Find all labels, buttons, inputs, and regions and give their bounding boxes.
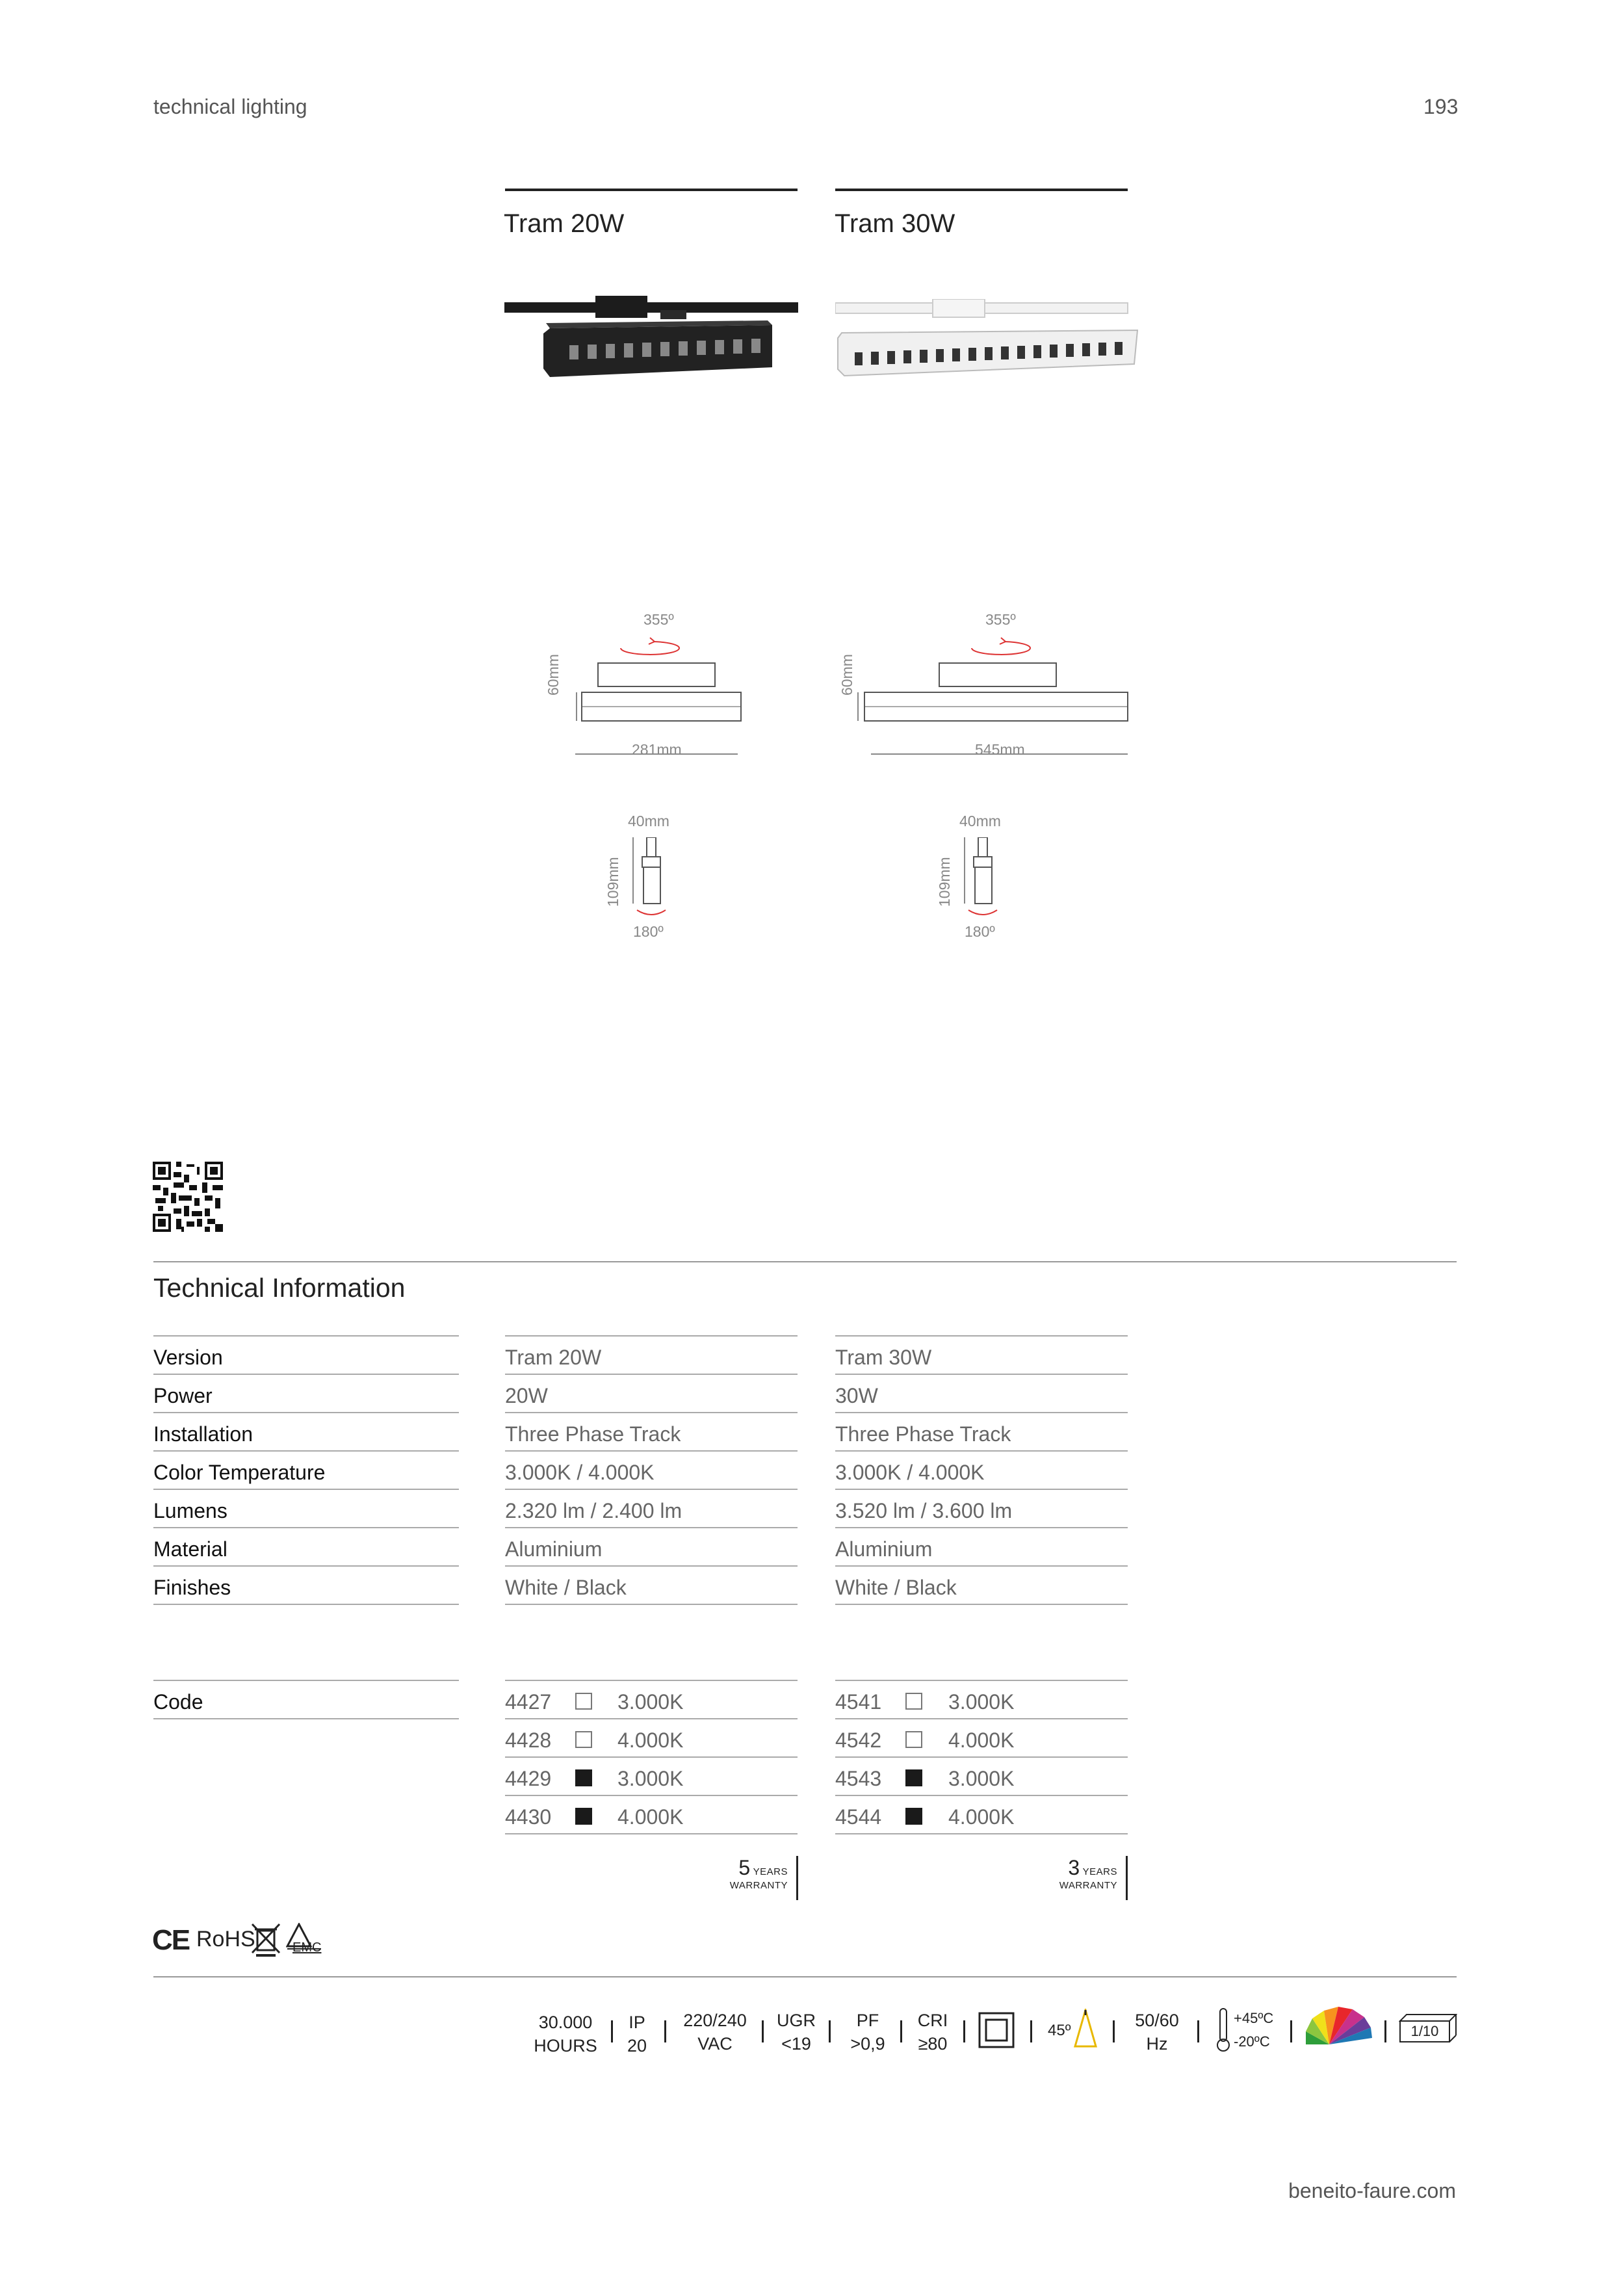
row-value-color-temperature-2: 3.000K / 4.000K: [835, 1461, 985, 1484]
code-item: 4427: [505, 1690, 552, 1714]
spec-ugr: UGR <19: [777, 2011, 816, 2054]
spec-temp-max: +45ºC: [1234, 2010, 1274, 2026]
code-item: 4428: [505, 1729, 552, 1752]
spec-power-factor: PF >0,9: [850, 2011, 885, 2054]
product-image-tram-30w: [835, 299, 1141, 384]
row-label-version: Version: [153, 1346, 223, 1369]
dim-height-2: 60mm: [838, 654, 855, 696]
beam-angle-icon: [1072, 2009, 1098, 2049]
row-label-lumens: Lumens: [153, 1499, 227, 1522]
section-divider-top: [153, 1261, 1457, 1262]
product-image-tram-20w: [504, 296, 799, 387]
row-value-finishes-2: White / Black: [835, 1576, 957, 1599]
footer-website-link[interactable]: beneito-faure.com: [1288, 2179, 1456, 2202]
dim-rotation-bottom-1: 180º: [633, 923, 664, 940]
weee-bin-icon: [251, 1923, 281, 1957]
finish-swatch-black: [575, 1769, 592, 1786]
finish-swatch-white: [905, 1731, 922, 1748]
spec-ip-rating: IP 20: [627, 2013, 647, 2055]
row-label-installation: Installation: [153, 1422, 253, 1446]
row-label-color-temperature: Color Temperature: [153, 1461, 326, 1484]
code-item: 4430: [505, 1805, 552, 1829]
warranty-badge-2: 3 YEARS WARRANTY: [1059, 1856, 1117, 1891]
row-value-lumens-1: 2.320 lm / 2.400 lm: [505, 1499, 682, 1522]
code-temp: 4.000K: [948, 1805, 1015, 1829]
spec-lifetime: 30.000 HOURS: [534, 2013, 597, 2055]
code-temp: 3.000K: [617, 1690, 684, 1714]
dim-length-2: 545mm: [975, 741, 1025, 758]
product-title-2: Tram 30W: [835, 209, 955, 238]
product-rule-2: [835, 189, 1128, 191]
emc-mark-label: EMC: [292, 1940, 322, 1955]
dim-width-2: 40mm: [959, 813, 1001, 829]
code-item: 4543: [835, 1767, 882, 1790]
finish-swatch-black: [575, 1808, 592, 1825]
dimension-drawing-side-1: [624, 837, 682, 925]
row-value-power-1: 20W: [505, 1384, 548, 1407]
spec-frequency: 50/60 Hz: [1135, 2011, 1179, 2054]
row-value-version-1: Tram 20W: [505, 1346, 602, 1369]
section-divider-bottom: [153, 1976, 1457, 1977]
dim-height-1: 60mm: [545, 654, 562, 696]
spec-cri: CRI ≥80: [917, 2011, 948, 2054]
dim-rotation-bottom-2: 180º: [965, 923, 995, 940]
finish-swatch-white: [575, 1693, 592, 1710]
warranty-badge-1: 5 YEARS WARRANTY: [729, 1856, 788, 1891]
page-number: 193: [1423, 95, 1459, 118]
row-value-lumens-2: 3.520 lm / 3.600 lm: [835, 1499, 1013, 1522]
finish-swatch-white: [905, 1693, 922, 1710]
product-rule-1: [505, 189, 798, 191]
color-fan-icon: [1303, 2005, 1375, 2051]
spec-pack: 1/10: [1410, 2023, 1439, 2039]
dim-depth-1: 109mm: [604, 857, 621, 907]
row-value-material-1: Aluminium: [505, 1537, 603, 1561]
product-title-1: Tram 20W: [504, 209, 625, 238]
qr-code[interactable]: [153, 1162, 223, 1232]
code-temp: 3.000K: [617, 1767, 684, 1790]
finish-swatch-white: [575, 1731, 592, 1748]
code-temp: 4.000K: [617, 1729, 684, 1752]
header-section: technical lighting: [153, 95, 307, 118]
row-value-material-2: Aluminium: [835, 1537, 933, 1561]
row-value-color-temperature-1: 3.000K / 4.000K: [505, 1461, 655, 1484]
square-frame-icon: [978, 2012, 1015, 2048]
code-temp: 4.000K: [948, 1729, 1015, 1752]
code-temp: 4.000K: [617, 1805, 684, 1829]
finish-swatch-black: [905, 1808, 922, 1825]
spec-temp-min: -20ºC: [1234, 2033, 1270, 2050]
row-value-version-2: Tram 30W: [835, 1346, 932, 1369]
row-value-installation-2: Three Phase Track: [835, 1422, 1011, 1446]
row-label-material: Material: [153, 1537, 227, 1561]
ce-mark-icon: CE: [152, 1924, 190, 1956]
dim-length-1: 281mm: [632, 741, 682, 758]
dim-rotation-top-1: 355º: [643, 611, 674, 628]
rohs-mark: RoHS: [196, 1927, 255, 1951]
code-temp: 3.000K: [948, 1767, 1015, 1790]
code-item: 4544: [835, 1805, 882, 1829]
technical-info-title: Technical Information: [153, 1273, 406, 1303]
row-value-power-2: 30W: [835, 1384, 878, 1407]
spec-beam-angle: 45º: [1048, 2022, 1071, 2039]
row-label-power: Power: [153, 1384, 213, 1407]
row-label-finishes: Finishes: [153, 1576, 231, 1599]
finish-swatch-black: [905, 1769, 922, 1786]
row-value-finishes-1: White / Black: [505, 1576, 627, 1599]
code-temp: 3.000K: [948, 1690, 1015, 1714]
code-label: Code: [153, 1690, 203, 1714]
dimension-drawing-side-2: [955, 837, 1014, 925]
thermometer-icon: [1215, 2007, 1231, 2053]
dim-rotation-top-2: 355º: [985, 611, 1016, 628]
spec-voltage: 220/240 VAC: [683, 2011, 747, 2054]
code-item: 4429: [505, 1767, 552, 1790]
code-item: 4541: [835, 1690, 882, 1714]
row-value-installation-1: Three Phase Track: [505, 1422, 681, 1446]
dim-depth-2: 109mm: [936, 857, 953, 907]
code-item: 4542: [835, 1729, 882, 1752]
dim-width-1: 40mm: [628, 813, 669, 829]
